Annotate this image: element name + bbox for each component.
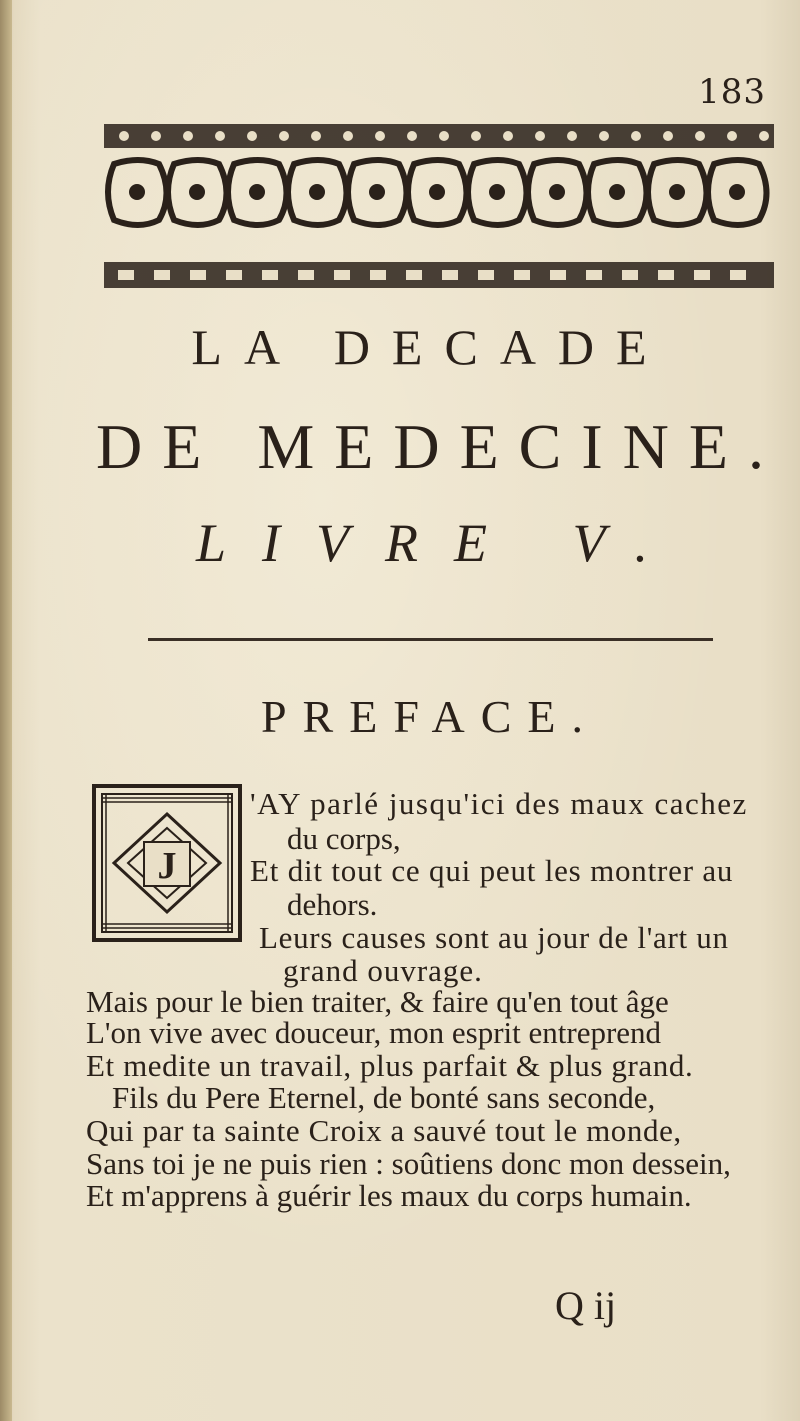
verse-line-6: grand ouvrage. — [283, 953, 483, 988]
verse-line-2: du corps, — [287, 821, 401, 856]
verse-line-4: dehors. — [287, 887, 378, 922]
title-line-2: DE MEDECINE. — [96, 411, 784, 482]
verse-line-11: Qui par ta sainte Croix a sauvé tout le monde, — [86, 1113, 682, 1148]
signature-mark: Q ij — [555, 1283, 617, 1328]
verse-line-5: Leurs causes sont au jour de l'art un — [259, 920, 729, 955]
verse-line-1: 'AY parlé jusqu'ici des maux cachez — [250, 786, 748, 821]
drop-cap-ornament — [92, 784, 242, 942]
verse-line-10: Fils du Pere Eternel, de bonté sans seconde, — [112, 1080, 656, 1115]
title-line-1: LA DECADE — [191, 319, 669, 375]
section-heading: PREFACE. — [260, 691, 600, 742]
verse-line-9: Et medite un travail, plus parfait & plus grand. — [86, 1048, 694, 1083]
verse-line-7: Mais pour le bien traiter, & faire qu'en tout âge — [86, 984, 669, 1019]
horizontal-rule — [148, 638, 713, 641]
page-number: 183 — [698, 72, 766, 112]
drop-cap-letter: J — [157, 845, 177, 887]
title-line-3: LIVRE V. — [196, 513, 684, 573]
verse-line-8: L'on vive avec douceur, mon esprit entreprend — [86, 1015, 662, 1050]
verse-line-12: Sans toi je ne puis rien : soûtiens donc mon dessein, — [86, 1146, 731, 1181]
ornamental-headpiece — [104, 124, 774, 290]
verse-line-13: Et m'apprens à guérir les maux du corps humain. — [86, 1178, 692, 1213]
verse-line-3: Et dit tout ce qui peut les montrer au — [250, 853, 734, 888]
